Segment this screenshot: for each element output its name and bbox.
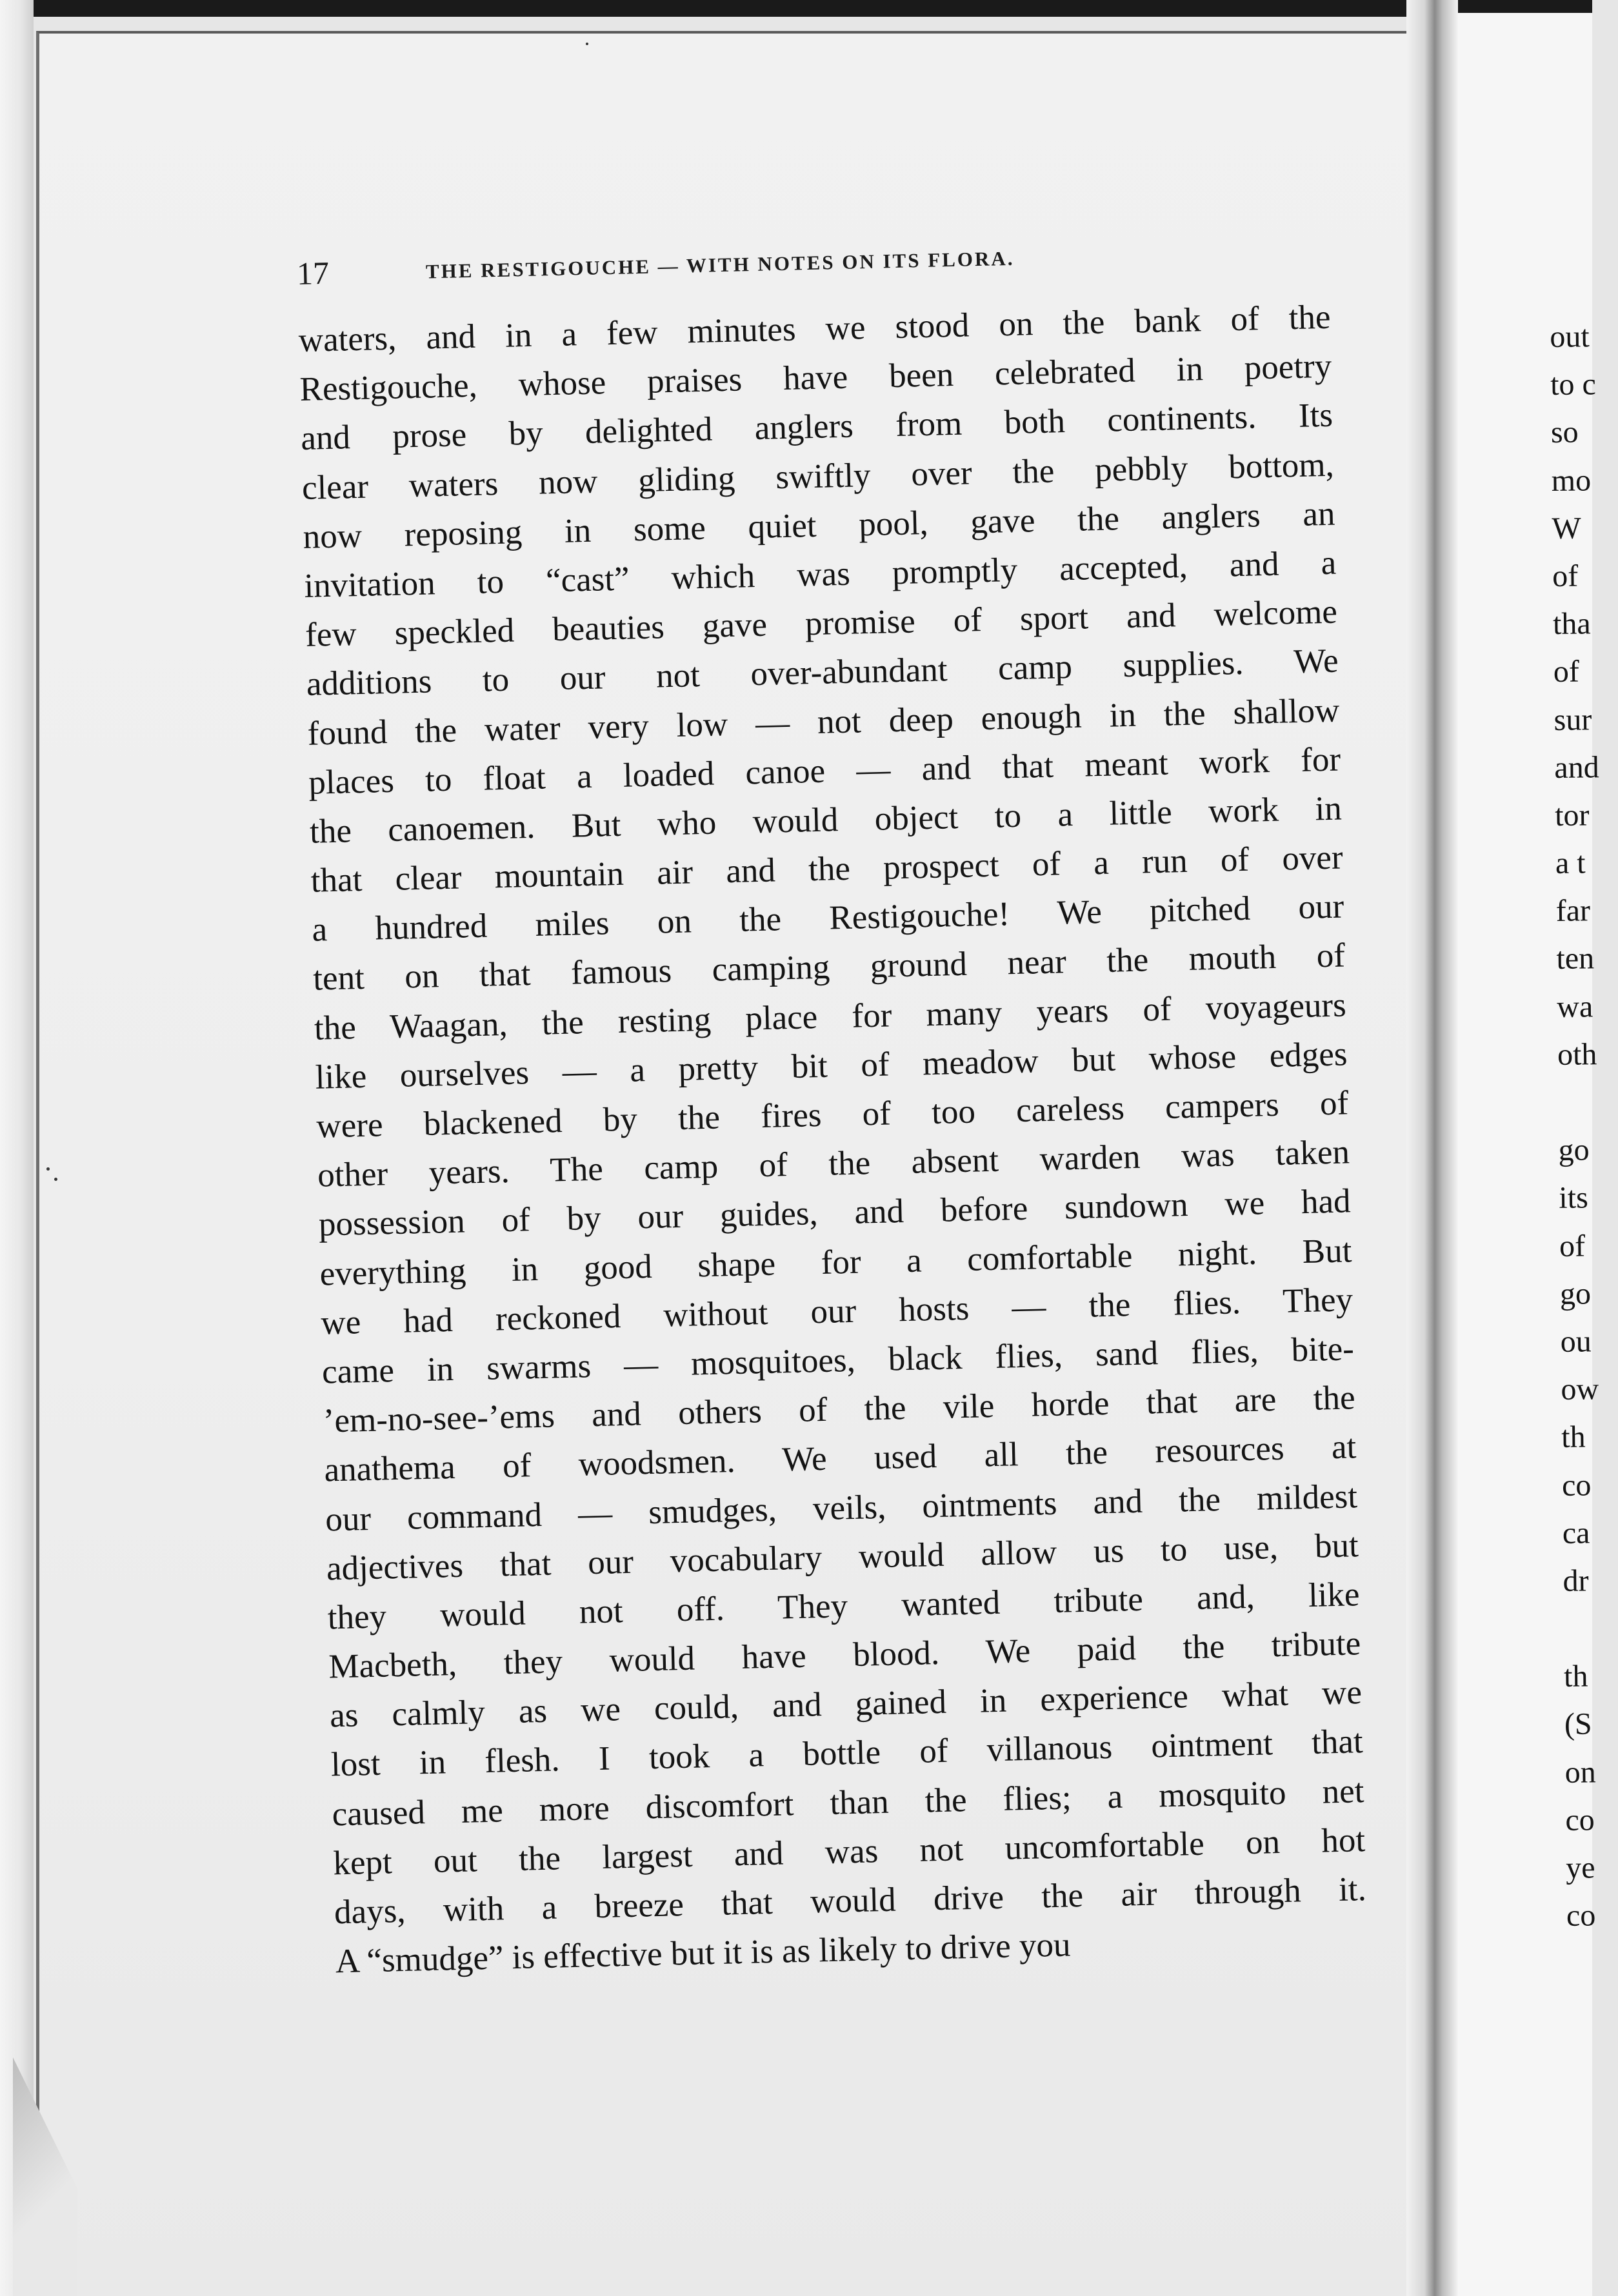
facing-text-fragment: of — [1553, 654, 1580, 689]
text-line: possession of by our guides, and before sundown we had — [318, 1182, 1352, 1244]
facing-text-fragment: far — [1555, 893, 1591, 929]
text-line: found the water very low — not deep enough in the shallow — [307, 691, 1340, 753]
facing-text-fragment: sur — [1553, 702, 1592, 737]
scan-top-border — [0, 0, 1592, 17]
text-line: Macbeth, they would have blood. We paid the tribute — [328, 1625, 1361, 1686]
text-line: that clear mountain air and the prospect of a run of over — [310, 838, 1344, 900]
page-number: 17 — [296, 254, 330, 292]
facing-text-fragment: W — [1552, 511, 1582, 546]
text-line: kept out the largest and was not uncomfortable on hot — [332, 1821, 1366, 1883]
facing-text-fragment — [1557, 1078, 1610, 1127]
text-line: additions to our not over-abundant camp supplies. We — [306, 642, 1339, 704]
facing-text-fragment: tha — [1552, 606, 1591, 642]
text-line: Restigouche, whose praises have been celebrated in poetry — [299, 347, 1332, 409]
facing-text-fragment: th — [1561, 1420, 1586, 1455]
text-line: waters, and in a few minutes we stood on the bank of the — [298, 298, 1332, 359]
speck — [586, 43, 588, 45]
facing-text-fragment: oth — [1557, 1037, 1597, 1072]
facing-text-fragment: mo — [1551, 462, 1592, 498]
text-line: A “smudge” is effective but it is as likely to drive you — [335, 1926, 1072, 1981]
facing-text-fragment: dr — [1563, 1563, 1589, 1598]
facing-text-fragment: of — [1559, 1229, 1586, 1263]
text-line: as calmly as we could, and gained in experience what we — [329, 1674, 1363, 1735]
facing-text-fragment: its — [1559, 1180, 1589, 1216]
facing-text-fragment: a t — [1555, 846, 1586, 881]
facing-text-fragment: so — [1550, 415, 1579, 450]
text-line: they would not off. They wanted tribute and, like — [327, 1576, 1361, 1637]
text-line: and prose by delighted anglers from both continents. Its — [300, 397, 1333, 458]
text-line: places to float a loaded canoe — and that meant work for — [308, 740, 1341, 802]
text-line: came in swarms — mosquitoes, black flies, sand flies, bite- — [321, 1330, 1355, 1391]
facing-text-fragment — [1563, 1605, 1615, 1653]
scan-left-margin — [0, 0, 34, 2296]
facing-text-fragment: go — [1558, 1133, 1590, 1168]
text-line: clear waters now gliding swiftly over the pebbly bottom, — [301, 446, 1335, 507]
text-line: were blackened by the fires of too careless campers of — [315, 1084, 1349, 1145]
text-line: other years. The camp of the absent warden was taken — [317, 1133, 1350, 1194]
page-gutter — [1406, 0, 1458, 2296]
text-line: anathema of woodsmen. We used all the resources at — [323, 1428, 1357, 1489]
facing-text-fragment: ca — [1562, 1516, 1590, 1550]
facing-text-fragment: co — [1565, 1803, 1595, 1837]
facing-text-fragment: tor — [1554, 798, 1590, 833]
speck — [46, 1167, 50, 1171]
facing-text-fragment: ow — [1561, 1372, 1599, 1407]
facing-text-fragment: ten — [1556, 941, 1595, 976]
text-line: a hundred miles on the Restigouche! We pitched our — [311, 887, 1344, 949]
facing-text-fragment: wa — [1556, 989, 1593, 1024]
text-line: lost in flesh. I took a bottle of villanous ointment that — [330, 1723, 1364, 1784]
text-line: the canoemen. But who would object to a little work in — [309, 789, 1343, 851]
text-line: days, with a breeze that would drive the air through it. — [334, 1870, 1367, 1932]
facing-text-fragment: out — [1550, 319, 1590, 354]
facing-text-fragment: ou — [1560, 1324, 1592, 1359]
facing-text-fragment: ye — [1565, 1850, 1595, 1885]
text-line: our command — smudges, veils, ointments and the mildest — [325, 1477, 1358, 1539]
facing-text-fragment: co — [1566, 1898, 1596, 1934]
text-line: now reposing in some quiet pool, gave the anglers an — [303, 495, 1336, 556]
text-line: like ourselves — a pretty bit of meadow but whose edges — [315, 1035, 1348, 1096]
running-head: THE RESTIGOUCHE — WITH NOTES ON ITS FLORA. — [425, 246, 1015, 283]
facing-text-fragment: co — [1561, 1467, 1592, 1503]
text-line: tent on that famous camping ground near the mouth of — [312, 936, 1346, 998]
text-line: the Waagan, the resting place for many years of voyageurs — [314, 986, 1347, 1047]
text-line: we had reckoned without our hosts — the flies. They — [320, 1281, 1353, 1342]
text-line: everything in good shape for a comfortable night. But — [319, 1231, 1352, 1293]
facing-text-fragment: go — [1559, 1276, 1592, 1311]
facing-text-fragment: and — [1554, 749, 1599, 785]
facing-text-fragment: (S — [1564, 1707, 1592, 1742]
speck — [54, 1178, 57, 1181]
text-line: invitation to “cast” which was promptly accepted, and a — [303, 544, 1337, 605]
text-line: ’em-no-see-’ems and others of the vile horde that are the — [323, 1379, 1356, 1440]
facing-text-fragment: on — [1564, 1754, 1596, 1790]
facing-text-fragment: to c — [1550, 367, 1597, 402]
facing-text-fragment: of — [1552, 559, 1579, 593]
body-text — [298, 293, 1368, 1986]
facing-text-fragment: th — [1563, 1659, 1588, 1694]
text-line: adjectives that our vocabulary would allow us to use, but — [326, 1526, 1359, 1588]
text-line: caused me more discomfort than the flies; a mosquito net — [332, 1772, 1364, 1834]
text-line: few speckled beauties gave promise of sport and welcome — [305, 593, 1338, 654]
